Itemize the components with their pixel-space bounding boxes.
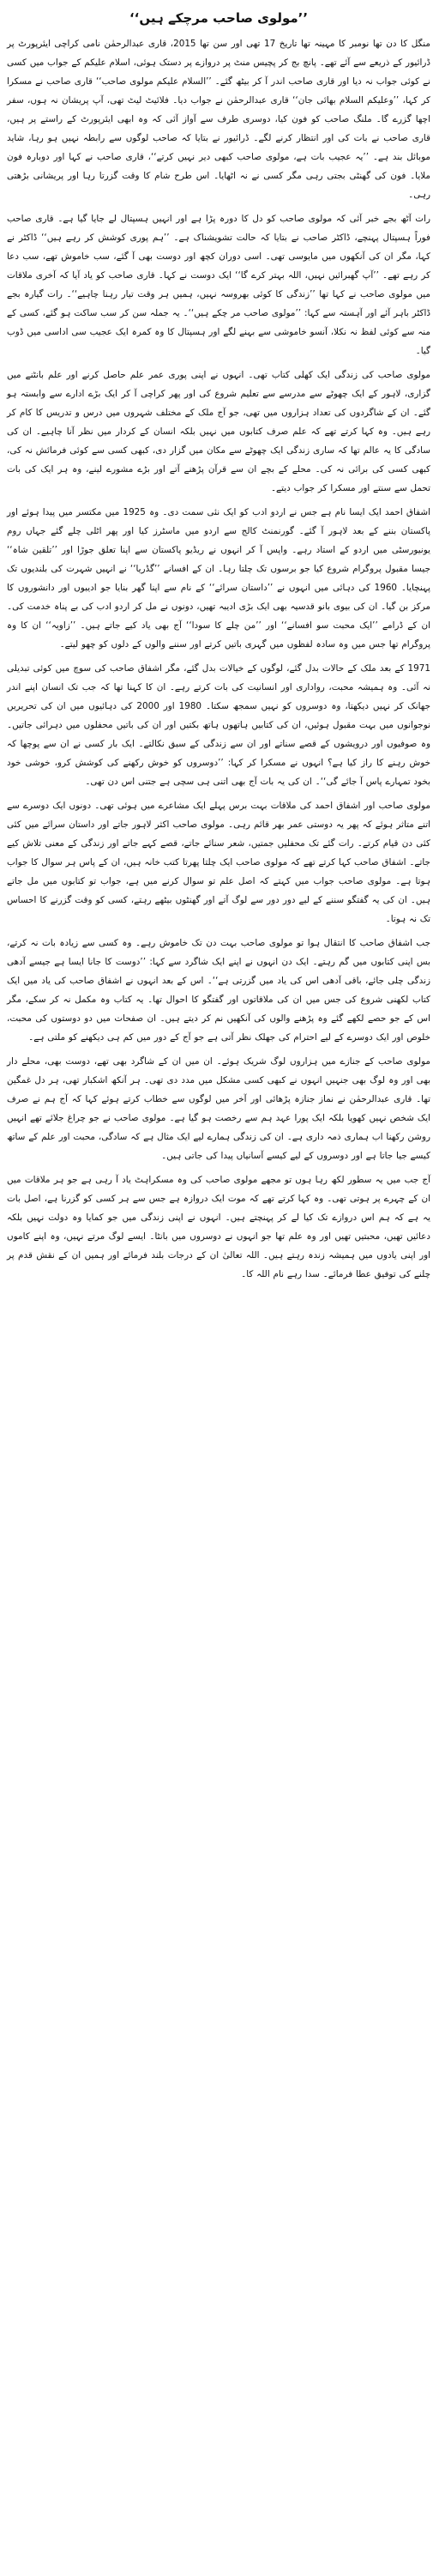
article-paragraph: جب اشفاق صاحب کا انتقال ہوا تو مولوی صاحب بہت دن تک خاموش رہے۔ وہ کسی سے زیادہ بات نہ کرتے، بس اپنی کتابوں میں گم رہتے۔ ایک دن انہوں نے اپنے ایک شاگرد سے کہا: ’’دوست کا جانا ایسا ہے جیسے آدھی زندگی چلی جائے، باقی آدھی اس کی یاد میں گزرتی ہے‘‘۔ اس کے بعد انہوں نے اشفاق صاحب کی یاد میں ایک کتاب لکھنی شروع کی جس میں ان کی ملاقاتوں اور گفتگو کا احوال تھا۔ یہ کتاب وہ مکمل نہ کر سکے، مگر اس کے جو حصے لکھے گئے وہ پڑھنے والوں کی آنکھیں نم کر دیتے ہیں۔ ان صفحات میں دو دوستوں کی محبت، خلوص اور ایک دوسرے کے لیے احترام کی جھلک نظر آتی ہے جو آج کے دور میں کم ہی دیکھنے کو ملتی ہے۔ [7,938,430,1043]
article-paragraph: مولوی صاحب کے جنازے میں ہزاروں لوگ شریک ہوئے۔ ان میں ان کے شاگرد بھی تھے، دوست بھی، محلے دار بھی اور وہ لوگ بھی جنہیں انہوں نے کبھی کسی مشکل میں مدد دی تھی۔ ہر آنکھ اشکبار تھی، ہر دل غمگین تھا۔ قاری عبدالرحمٰن نے نماز جنازہ پڑھائی اور آخر میں لوگوں سے خطاب کرتے ہوئے کہا کہ آج ہم نے صرف ایک شخص نہیں کھویا بلکہ ایک پورا عہد ہم سے رخصت ہو گیا ہے۔ مولوی صاحب نے جو چراغ جلائے تھے انہیں روشن رکھنا اب ہماری ذمہ داری ہے۔ ان کی زندگی ہمارے لیے ایک مثال ہے کہ سادگی، محبت اور علم کے ساتھ کیسے جیا جاتا ہے اور دوسروں کے لیے کیسے آسانیاں پیدا کی جاتی ہیں۔ [7,1056,430,1161]
article-paragraph: آج جب میں یہ سطور لکھ رہا ہوں تو مجھے مولوی صاحب کی وہ مسکراہٹ یاد آ رہی ہے جو ہر ملاقات میں ان کے چہرے پر ہوتی تھی۔ وہ کہا کرتے تھے کہ موت ایک دروازہ ہے جس سے ہر کسی کو گزرنا ہے، اصل بات یہ ہے کہ ہم اس دروازے تک کیا لے کر پہنچتے ہیں۔ انہوں نے اپنی زندگی میں جو کمایا وہ دولت نہیں بلکہ دعائیں تھیں، محبتیں تھیں اور وہ علم تھا جو انہوں نے دوسروں میں بانٹا۔ ایسے لوگ مرتے نہیں، وہ اپنے کاموں اور اپنی یادوں میں ہمیشہ زندہ رہتے ہیں۔ اللہ تعالیٰ ان کے درجات بلند فرمائے اور ہمیں ان کے نقش قدم پر چلنے کی توفیق عطا فرمائے۔ سدا رہے نام اللہ کا۔ [7,1175,430,1279]
article-paragraph: 1971 کے بعد ملک کے حالات بدل گئے، لوگوں کے خیالات بدل گئے، مگر اشفاق صاحب کی سوچ میں کوئی تبدیلی نہ آئی۔ وہ ہمیشہ محبت، رواداری اور انسانیت کی بات کرتے رہے۔ ان کا کہنا تھا کہ جب تک انسان اپنے اندر جھانک کر نہیں دیکھتا، وہ دوسروں کو نہیں سمجھ سکتا۔ 1980 اور 2000 کی دہائیوں میں ان کی تحریریں نوجوانوں میں بہت مقبول ہوئیں، ان کی کتابیں ہاتھوں ہاتھ بکتیں اور ان کی باتیں محفلوں میں دہرائی جاتیں۔ وہ صوفیوں اور درویشوں کے قصے سناتے اور ان سے زندگی کے سبق نکالتے۔ ایک بار کسی نے ان سے پوچھا کہ خوش رہنے کا راز کیا ہے؟ انہوں نے مسکرا کر کہا: ’’دوسروں کو خوش رکھنے کی کوشش کرو، خوشی خود بخود تمہارے پاس آ جائے گی‘‘۔ ان کی یہ بات آج بھی اتنی ہی سچی ہے جتنی اس دن تھی۔ [7,663,431,787]
article-paragraph: منگل کا دن تھا نومبر کا مہینہ تھا تاریخ 17 تھی اور سن تھا 2015، قاری عبدالرحمٰن نامی کراچی ایئرپورٹ پر ڈرائیور کے ذریعے سے آئے تھے۔ پانچ بج کر پچیس منٹ پر دروازے پر دستک ہوئی، اسلام علیکم کے جواب میں کسی نے کوئی جواب نہ دیا اور قاری صاحب اندر آ کر بیٹھ گئے۔ ’’السلام علیکم مولوی صاحب‘‘ قاری صاحب نے مسکرا کر کہا، ’’وعلیکم السلام بھائی جان‘‘ قاری عبدالرحمٰن نے جواب دیا۔ فلائیٹ لیٹ تھی، آپ پریشان نہ ہوں، سفر اچھا گزرے گا۔ ملنگ صاحب کو فون کیا، دوسری طرف سے آواز آئی کہ وہ ابھی ایئرپورٹ کے راستے پر ہیں، قاری صاحب نے بات کی اور انتظار کرنے لگے۔ ڈرائیور نے بتایا کہ صاحب لوگوں سے رابطہ نہیں ہو رہا، شاید موبائل بند ہے۔ ’’یہ عجیب بات ہے، مولوی صاحب کبھی دیر نہیں کرتے‘‘، قاری صاحب نے کہا اور دوبارہ فون ملایا۔ فون کی گھنٹی بجتی رہی مگر کسی نے نہ اٹھایا۔ اس طرح شام کا وقت گزرتا رہا اور پریشانی بڑھتی رہی۔ [7,39,431,200]
article-paragraph: مولوی صاحب اور اشفاق احمد کی ملاقات بہت برس پہلے ایک مشاعرے میں ہوئی تھی۔ دونوں ایک دوسرے سے اتنے متاثر ہوئے کہ پھر یہ دوستی عمر بھر قائم رہی۔ مولوی صاحب اکثر لاہور جاتے اور داستان سرائے میں کئی کئی دن قیام کرتے۔ رات گئے تک محفلیں جمتیں، شعر سنائے جاتے، قصے کہے جاتے اور زندگی کے معنی تلاش کیے جاتے۔ اشفاق صاحب کہا کرتے تھے کہ مولوی صاحب ایک چلتا پھرتا کتب خانہ ہیں، ان کے پاس ہر سوال کا جواب ہوتا ہے۔ مولوی صاحب جواب میں کہتے کہ اصل علم تو سوال کرنے میں ہے، جواب تو کتابوں میں مل جاتے ہیں۔ ان کی یہ گفتگو سننے کے لیے دور دور سے لوگ آتے اور گھنٹوں بیٹھے رہتے، کسی کو وقت گزرنے کا احساس تک نہ ہوتا۔ [7,801,430,924]
article-paragraph: مولوی صاحب کی زندگی ایک کھلی کتاب تھی۔ انہوں نے اپنی پوری عمر علم حاصل کرنے اور علم بانٹنے میں گزاری، لاہور کے ایک چھوٹے سے مدرسے سے تعلیم شروع کی اور پھر کراچی آ کر ایک بڑے ادارے سے وابستہ ہو گئے۔ ان کے شاگردوں کی تعداد ہزاروں میں تھی، جو آج ملک کے مختلف شہروں میں درس و تدریس کا کام کر رہے ہیں۔ وہ کہا کرتے تھے کہ علم صرف کتابوں میں نہیں بلکہ انسان کے کردار میں نظر آنا چاہیے۔ ان کی سادگی کا یہ عالم تھا کہ ساری زندگی ایک چھوٹے سے مکان میں گزار دی، کبھی کسی سے کوئی فرمائش نہ کی، کبھی کسی کی برائی نہ کی۔ محلے کے بچے ان سے قرآن پڑھنے آتے اور بڑے مشورے لینے، وہ ہر ایک کی بات تحمل سے سنتے اور مسکرا کر جواب دیتے۔ [7,370,430,493]
article-headline: ’’مولوی صاحب مرچکے ہیں‘‘ [129,10,309,26]
article-body [7,34,430,1284]
article-paragraph: اشفاق احمد ایک ایسا نام ہے جس نے اردو ادب کو ایک نئی سمت دی۔ وہ 1925 میں مکتسر میں پیدا ہوئے اور پاکستان بننے کے بعد لاہور آ گئے۔ گورنمنٹ کالج سے اردو میں ماسٹرز کیا اور پھر اٹلی چلے گئے جہاں روم یونیورسٹی میں اردو کے استاد رہے۔ واپس آ کر انہوں نے ریڈیو پاکستان سے اپنا تعلق جوڑا اور ’’تلقین شاہ‘‘ جیسا مقبول پروگرام شروع کیا جو برسوں تک چلتا رہا۔ ان کے افسانے ’’گڈریا‘‘ نے انہیں شہرت کی بلندیوں تک پہنچایا۔ 1960 کی دہائی میں انہوں نے ’’داستان سرائے‘‘ کے نام سے اپنا گھر بنایا جو ادیبوں اور دانشوروں کا مرکز بن گیا۔ ان کی بیوی بانو قدسیہ بھی ایک بڑی ادیبہ تھیں، دونوں نے مل کر اردو ادب کی بے پناہ خدمت کی۔ ان کے ڈرامے ’’ایک محبت سو افسانے‘‘ اور ’’من چلے کا سودا‘‘ آج بھی یاد کیے جاتے ہیں۔ ’’زاویہ‘‘ ان کا وہ پروگرام تھا جس میں وہ سادہ لفظوں میں گہری باتیں کرتے اور سننے والوں کے دلوں کو چھو لیتے۔ [7,507,430,650]
article-paragraph: رات آٹھ بجے خبر آئی کہ مولوی صاحب کو دل کا دورہ پڑا ہے اور انہیں ہسپتال لے جایا گیا ہے۔ قاری صاحب فوراً ہسپتال پہنچے، ڈاکٹر صاحب نے بتایا کہ حالت تشویشناک ہے۔ ’’ہم پوری کوشش کر رہے ہیں‘‘ ڈاکٹر نے کہا، مگر ان کی آنکھوں میں مایوسی تھی۔ اسی دوران کچھ اور دوست بھی آ گئے، سب خاموش تھے، سب دعا کر رہے تھے۔ ’’آپ گھبرائیں نہیں، اللہ بہتر کرے گا‘‘ ایک دوست نے کہا۔ قاری صاحب کو یاد آیا کہ آخری ملاقات میں مولوی صاحب نے کہا تھا ’’زندگی کا کوئی بھروسہ نہیں، ہمیں ہر وقت تیار رہنا چاہیے‘‘۔ رات گیارہ بجے ڈاکٹر باہر آئے اور آہستہ سے کہا: ’’مولوی صاحب مر چکے ہیں‘‘۔ یہ جملہ سن کر سب ساکت ہو گئے، کسی کے منہ سے کوئی لفظ نہ نکلا، آنسو خاموشی سے بہنے لگے اور ہسپتال کا وہ کمرہ ایک عجیب سی اداسی میں ڈوب گیا۔ [7,214,430,356]
